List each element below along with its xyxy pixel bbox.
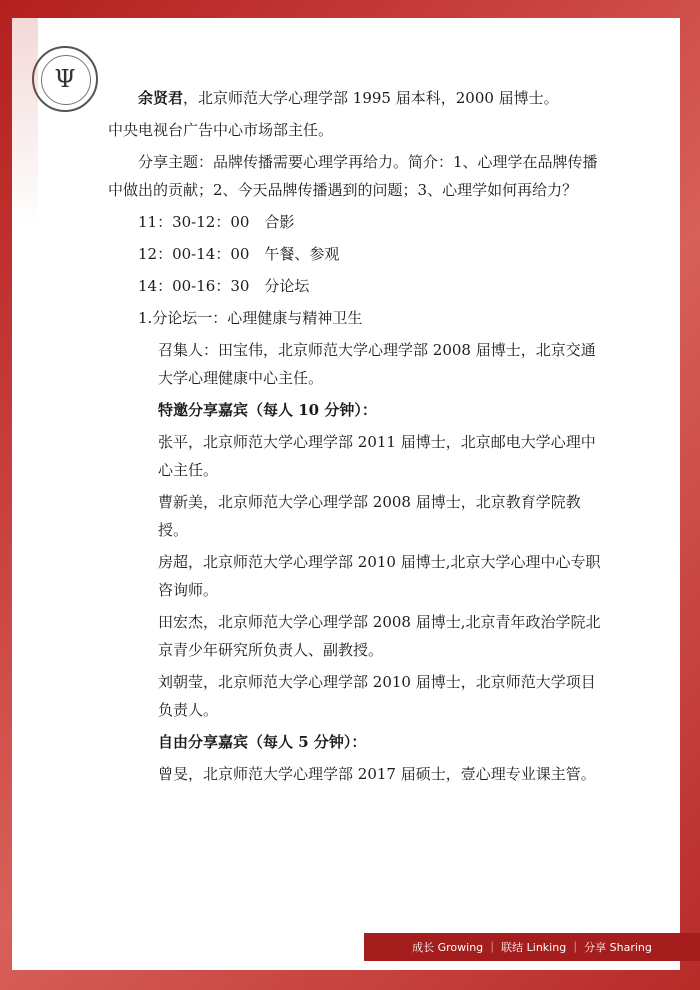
topic: 分享主题：品牌传播需要心理学再给力。简介：1、心理学在品牌传播中做出的贡献；2、今天品牌传播遇到的问题；3、心理学如何再给力？ xyxy=(108,153,598,199)
yu-bio-1: ，北京师范大学心理学部 1995 届本科，2000 届博士。 xyxy=(183,89,559,107)
footer-text: 成长 Growing ｜ 联结 Linking ｜ 分享 Sharing xyxy=(412,941,652,954)
free-guests-heading: 自由分享嘉宾（每人 5 分钟）： xyxy=(158,733,367,751)
guest-fang: 房超，北京师范大学心理学部 2010 届博士,北京大学心理中心专职咨询师。 xyxy=(158,553,601,599)
forum-1: 1.分论坛一：心理健康与精神卫生 xyxy=(138,309,363,327)
guest-cao: 曹新美，北京师范大学心理学部 2008 届博士，北京教育学院教授。 xyxy=(158,493,581,539)
guest-zhang: 张平，北京师范大学心理学部 2011 届博士，北京邮电大学心理中心主任。 xyxy=(158,433,596,479)
guest-liu: 刘朝莹，北京师范大学心理学部 2010 届博士，北京师范大学项目负责人。 xyxy=(158,673,596,719)
faculty-logo xyxy=(32,46,98,112)
yu-bio-2: 中央电视台广告中心市场部主任。 xyxy=(108,121,334,139)
time-3: 14：00-16：30 分论坛 xyxy=(138,277,310,295)
guest-zeng: 曾旻，北京师范大学心理学部 2017 届硕士，壹心理专业课主管。 xyxy=(158,765,596,783)
guest-tian: 田宏杰，北京师范大学心理学部 2008 届博士,北京青年政治学院北京青少年研究所负责人、副教授。 xyxy=(158,613,601,659)
document-content xyxy=(108,84,608,792)
time-1: 11：30-12：00 合影 xyxy=(138,213,295,231)
special-guests-heading: 特邀分享嘉宾（每人 10 分钟）： xyxy=(158,401,377,419)
psi-logo-icon: Ψ xyxy=(54,65,76,93)
yu-intro xyxy=(108,84,608,112)
footer-bar xyxy=(364,933,700,961)
yu-name: 余贤君 xyxy=(138,89,184,107)
time-2: 12：00-14：00 午餐、参观 xyxy=(138,245,340,263)
convener: 召集人：田宝伟，北京师范大学心理学部 2008 届博士，北京交通大学心理健康中心主任。 xyxy=(158,341,596,387)
